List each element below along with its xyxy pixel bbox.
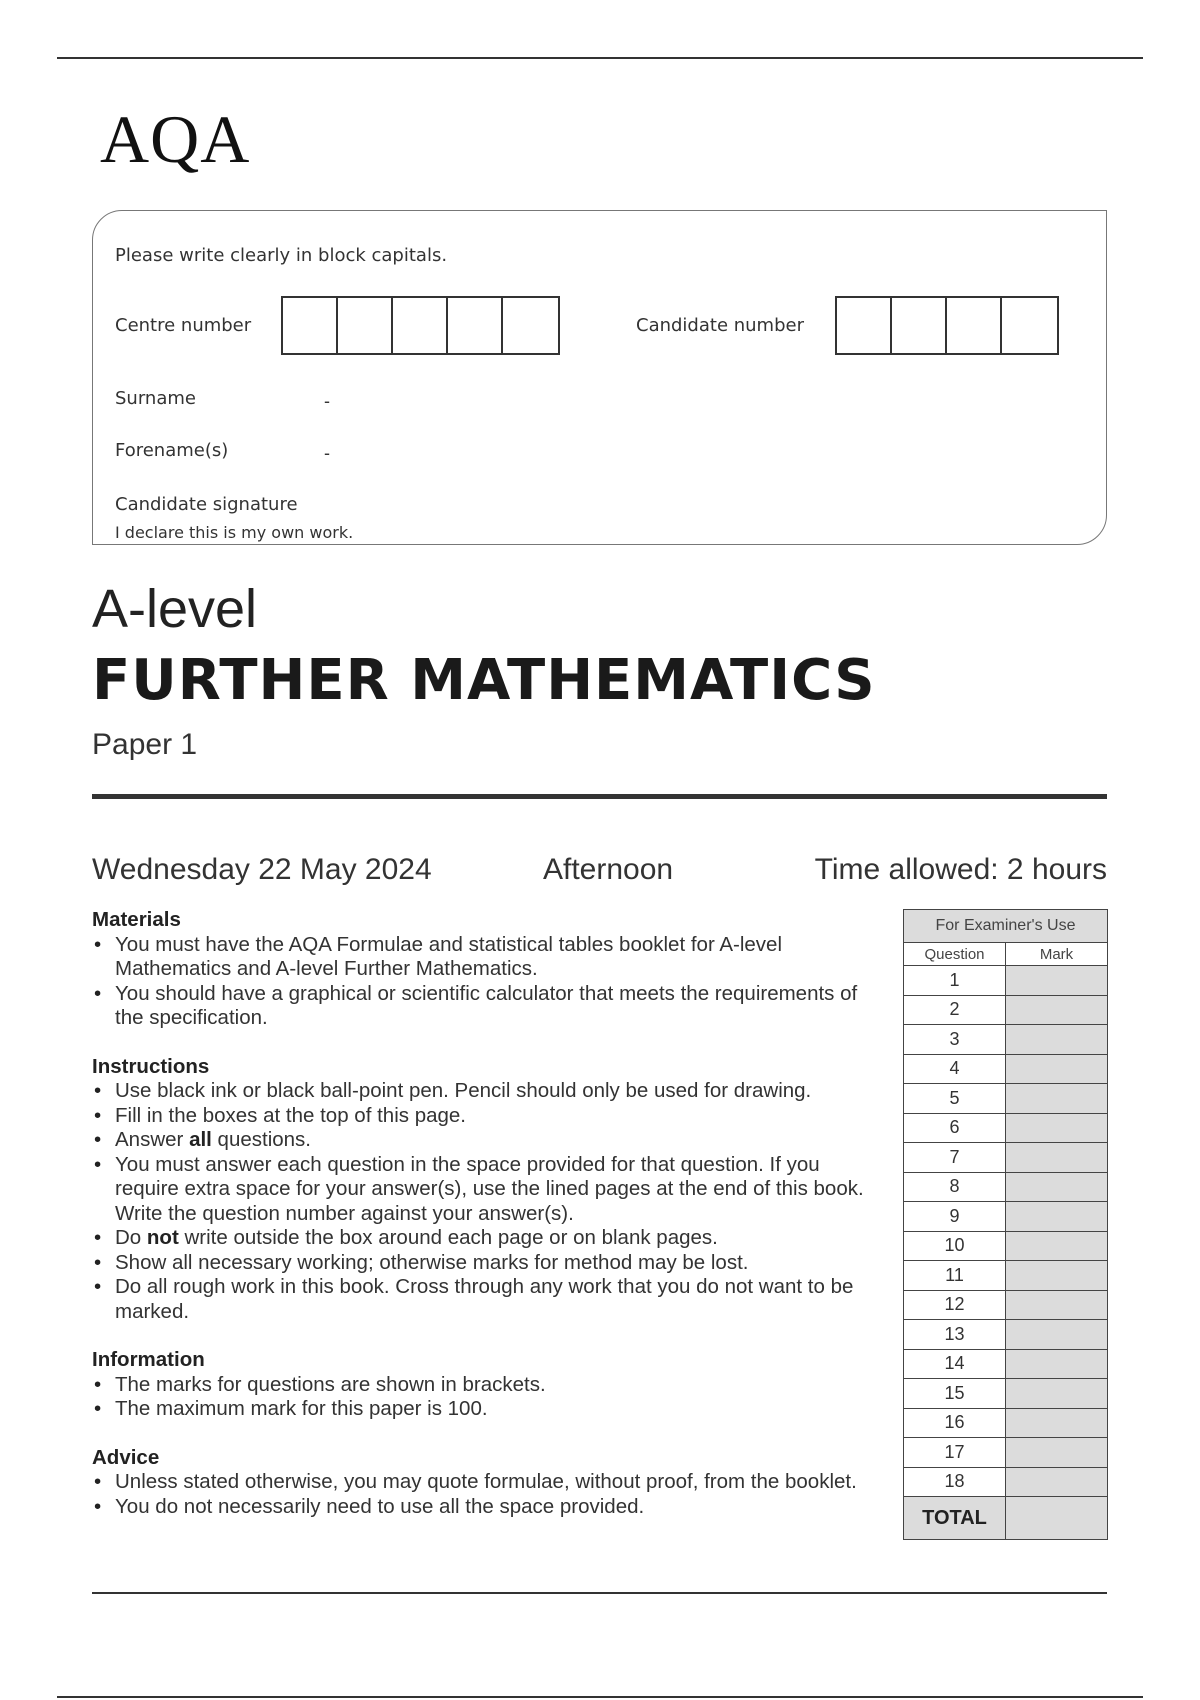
total-label: TOTAL: [904, 1497, 1006, 1540]
candidate-details-box: [92, 210, 1107, 545]
candidate-number-label: Candidate number: [636, 315, 804, 336]
question-number: 3: [904, 1025, 1006, 1055]
advice-list: [92, 1470, 882, 1519]
table-row: [904, 1467, 1108, 1497]
instructions-text: write outside the box around each page or on blank pages.: [178, 1226, 718, 1249]
mark-cell[interactable]: [1006, 1320, 1108, 1350]
question-number: 17: [904, 1438, 1006, 1468]
materials-list: [92, 933, 882, 1031]
question-number: 11: [904, 1261, 1006, 1291]
mark-cell[interactable]: [1006, 1379, 1108, 1409]
table-row: [904, 1290, 1108, 1320]
subject-title: FURTHER MATHEMATICS: [92, 648, 876, 713]
information-heading: Information: [92, 1348, 205, 1371]
advice-item: • Unless stated otherwise, you may quote formulae, without proof, from the booklet.: [92, 1470, 882, 1495]
table-row: [904, 995, 1108, 1025]
instructions-emphasis: not: [146, 1226, 179, 1249]
question-number: 1: [904, 966, 1006, 996]
total-row: [904, 1497, 1108, 1540]
centre-number-label: Centre number: [115, 315, 252, 336]
candidate-number-digit[interactable]: [1002, 298, 1057, 353]
mark-cell[interactable]: [1006, 1349, 1108, 1379]
mark-cell[interactable]: [1006, 1113, 1108, 1143]
instructions-item: [92, 1128, 882, 1153]
table-row: [904, 1202, 1108, 1232]
question-number: 10: [904, 1231, 1006, 1261]
instructions-item: • Fill in the boxes at the top of this page.: [92, 1104, 882, 1129]
bottom-content-rule: [92, 1592, 1107, 1594]
aqa-logo: AQA: [100, 101, 251, 177]
mark-cell[interactable]: [1006, 1054, 1108, 1084]
centre-number-digit[interactable]: [503, 298, 558, 353]
materials-item: • You must have the AQA Formulae and statistical tables booklet for A-level Mathematics and A-level Further Mathematics.: [92, 933, 882, 982]
question-number: 13: [904, 1320, 1006, 1350]
table-row: [904, 1084, 1108, 1114]
mark-column-header: Mark: [1006, 943, 1108, 966]
question-column-header: Question: [904, 943, 1006, 966]
qualification-level: A-level: [92, 579, 258, 639]
table-row: [904, 1113, 1108, 1143]
mark-cell[interactable]: [1006, 1408, 1108, 1438]
examiner-table-title: For Examiner's Use: [904, 910, 1108, 943]
table-row: [904, 1261, 1108, 1291]
table-row: [904, 1349, 1108, 1379]
centre-number-digit[interactable]: [338, 298, 393, 353]
time-allowed: Time allowed: 2 hours: [814, 853, 1107, 886]
instructions-text: Answer: [115, 1128, 190, 1151]
surname-label: Surname: [115, 388, 196, 409]
question-number: 12: [904, 1290, 1006, 1320]
exam-date: Wednesday 22 May 2024: [92, 853, 432, 886]
instructions-item: [92, 1226, 882, 1251]
mark-cell[interactable]: [1006, 1231, 1108, 1261]
question-number: 5: [904, 1084, 1006, 1114]
candidate-number-digit[interactable]: [837, 298, 892, 353]
forenames-field[interactable]: -: [324, 443, 330, 463]
mark-cell[interactable]: [1006, 1202, 1108, 1232]
table-row: [904, 966, 1108, 996]
instructions-item: • Use black ink or black ball-point pen. Pencil should only be used for drawing.: [92, 1079, 882, 1104]
mark-cell[interactable]: [1006, 1261, 1108, 1291]
declaration-text: I declare this is my own work.: [115, 523, 354, 542]
information-item: • The marks for questions are shown in brackets.: [92, 1373, 882, 1398]
instructions-emphasis: all: [189, 1128, 212, 1151]
information-list: [92, 1373, 882, 1422]
instructions-item: • Do all rough work in this book. Cross through any work that you do not want to be marked.: [92, 1275, 882, 1324]
instructions-text: Do: [115, 1226, 147, 1249]
instructions-text: questions.: [211, 1128, 312, 1151]
table-row: [904, 1054, 1108, 1084]
mark-cell[interactable]: [1006, 966, 1108, 996]
question-number: 15: [904, 1379, 1006, 1409]
mark-cell[interactable]: [1006, 1084, 1108, 1114]
question-number: 8: [904, 1172, 1006, 1202]
title-rule: [92, 794, 1107, 799]
signature-label: Candidate signature: [115, 494, 298, 515]
table-row: [904, 1320, 1108, 1350]
mark-cell[interactable]: [1006, 1025, 1108, 1055]
question-number: 2: [904, 995, 1006, 1025]
exam-session: Afternoon: [543, 853, 674, 886]
instructions-heading: Instructions: [92, 1054, 210, 1078]
centre-number-digit[interactable]: [283, 298, 338, 353]
information-item: • The maximum mark for this paper is 100.: [92, 1397, 882, 1422]
instructions-column: [92, 908, 882, 1543]
mark-cell[interactable]: [1006, 1143, 1108, 1173]
mark-cell[interactable]: [1006, 1172, 1108, 1202]
advice-item: • You do not necessarily need to use all the space provided.: [92, 1495, 882, 1520]
table-row: [904, 1438, 1108, 1468]
centre-number-boxes[interactable]: [281, 296, 560, 355]
table-row: [904, 1143, 1108, 1173]
candidate-number-digit[interactable]: [947, 298, 1002, 353]
centre-number-digit[interactable]: [393, 298, 448, 353]
question-number: 14: [904, 1349, 1006, 1379]
mark-cell[interactable]: [1006, 995, 1108, 1025]
paper-number: Paper 1: [92, 728, 198, 761]
question-number: 18: [904, 1467, 1006, 1497]
materials-heading: Materials: [92, 908, 181, 931]
examiner-use-table: [903, 909, 1108, 1540]
total-mark-cell[interactable]: [1006, 1497, 1108, 1540]
question-number: 6: [904, 1113, 1006, 1143]
question-number: 7: [904, 1143, 1006, 1173]
forenames-label: Forename(s): [115, 440, 229, 461]
table-row: [904, 1379, 1108, 1409]
instructions-item: • You must answer each question in the space provided for that question. If you require extra space for your answer(s), use the lined pages at the end of this book. Write the question number against your answer(s).: [92, 1153, 882, 1227]
instructions-list: [92, 1079, 882, 1324]
instructions-item: • Show all necessary working; otherwise marks for method may be lost.: [92, 1251, 882, 1276]
bottom-page-rule: [57, 1696, 1143, 1698]
table-row: [904, 1408, 1108, 1438]
top-rule: [57, 57, 1143, 59]
mark-cell[interactable]: [1006, 1290, 1108, 1320]
table-row: [904, 1231, 1108, 1261]
advice-heading: Advice: [92, 1445, 160, 1469]
mark-cell[interactable]: [1006, 1438, 1108, 1468]
centre-number-digit[interactable]: [448, 298, 503, 353]
block-capitals-instruction: Please write clearly in block capitals.: [115, 245, 448, 266]
question-number: 16: [904, 1408, 1006, 1438]
question-number: 4: [904, 1054, 1006, 1084]
mark-cell[interactable]: [1006, 1467, 1108, 1497]
question-number: 9: [904, 1202, 1006, 1232]
surname-field[interactable]: -: [324, 391, 330, 411]
candidate-number-digit[interactable]: [892, 298, 947, 353]
candidate-number-boxes[interactable]: [835, 296, 1059, 355]
table-row: [904, 1025, 1108, 1055]
table-row: [904, 1172, 1108, 1202]
materials-item: • You should have a graphical or scientific calculator that meets the requirements of the specification.: [92, 982, 882, 1031]
